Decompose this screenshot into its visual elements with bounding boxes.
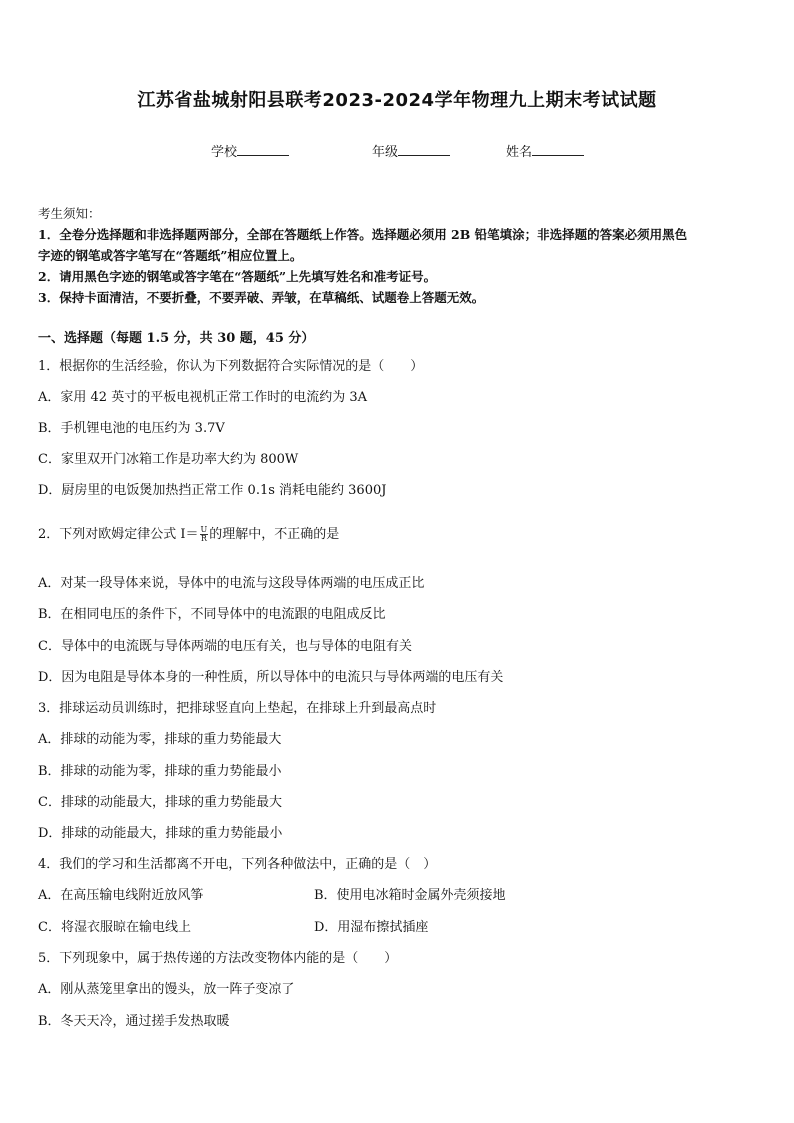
school-blank bbox=[237, 143, 289, 156]
q2-stem-after: 的理解中，不正确的是 bbox=[209, 527, 340, 542]
q4-options-row-2 bbox=[38, 916, 429, 935]
q5-option-a: A．刚从蒸笼里拿出的馒头，放一阵子变凉了 bbox=[38, 982, 295, 997]
q1-option-d: D．厨房里的电饭煲加热挡正常工作 0.1s 消耗电能约 3600J bbox=[38, 483, 387, 498]
grade-field bbox=[372, 141, 450, 160]
q5-option-b: B．冬天天冷，通过搓手发热取暖 bbox=[38, 1014, 230, 1029]
q4-option-b: B．使用电冰箱时金属外壳须接地 bbox=[314, 888, 506, 903]
q2-option-a: A．对某一段导体来说，导体中的电流与这段导体两端的电压成正比 bbox=[38, 576, 425, 591]
page-title: 江苏省盐城射阳县联考2023-2024学年物理九上期末考试试题 bbox=[137, 90, 657, 111]
q1-stem: 1．根据你的生活经验，你认为下列数据符合实际情况的是（ ） bbox=[38, 359, 424, 374]
school-label: 学校 bbox=[211, 145, 238, 160]
school-field bbox=[211, 141, 289, 160]
q1-option-b: B．手机锂电池的电压约为 3.7V bbox=[38, 421, 225, 436]
q2-option-d: D．因为电阻是导体本身的一种性质，所以导体中的电流只与导体两端的电压有关 bbox=[38, 670, 504, 685]
notice-item-1: 1．全卷分选择题和非选择题两部分，全部在答题纸上作答。选择题必须用 2B 铅笔填涂；非选择题的答案必须用黑色 bbox=[38, 227, 688, 242]
fraction-numerator: U bbox=[200, 525, 208, 534]
section-title: 一、选择题（每题 1.5 分，共 30 题，45 分） bbox=[38, 331, 315, 346]
grade-label: 年级 bbox=[372, 145, 399, 160]
q1-option-c: C．家里双开门冰箱工作是功率大约为 800W bbox=[38, 452, 299, 467]
q3-option-d: D．排球的动能最大，排球的重力势能最小 bbox=[38, 826, 283, 841]
q4-options-row-1 bbox=[38, 884, 506, 903]
q2-stem-before: 2．下列对欧姆定律公式 I＝ bbox=[38, 527, 199, 542]
name-blank bbox=[532, 143, 584, 156]
ohm-law-fraction bbox=[200, 526, 209, 543]
q4-option-a: A．在高压输电线附近放风筝 bbox=[38, 888, 204, 903]
q2-option-b: B．在相同电压的条件下，不同导体中的电流跟的电阻成反比 bbox=[38, 607, 386, 622]
name-label: 姓名 bbox=[506, 145, 533, 160]
q2-stem bbox=[38, 523, 339, 543]
q4-option-d: D．用湿布擦拭插座 bbox=[314, 920, 429, 935]
fraction-denominator: R bbox=[200, 534, 207, 543]
name-field bbox=[506, 141, 584, 160]
q3-stem: 3．排球运动员训练时，把排球竖直向上垫起，在排球上升到最高点时 bbox=[38, 701, 437, 716]
notice-heading: 考生须知： bbox=[38, 206, 101, 221]
q1-option-a: A．家用 42 英寸的平板电视机正常工作时的电流约为 3A bbox=[38, 390, 367, 405]
grade-blank bbox=[398, 143, 450, 156]
q3-option-c: C．排球的动能最大，排球的重力势能最大 bbox=[38, 795, 282, 810]
q3-option-b: B．排球的动能为零，排球的重力势能最小 bbox=[38, 764, 282, 779]
q5-stem: 5．下列现象中，属于热传递的方法改变物体内能的是（ ） bbox=[38, 951, 398, 966]
q2-option-c: C．导体中的电流既与导体两端的电压有关，也与导体的电阻有关 bbox=[38, 639, 412, 654]
notice-item-1-cont: 字迹的钢笔或答字笔写在“答题纸”相应位置上。 bbox=[38, 248, 303, 263]
q3-option-a: A．排球的动能为零，排球的重力势能最大 bbox=[38, 732, 282, 747]
exam-notice bbox=[38, 203, 760, 308]
q4-stem: 4．我们的学习和生活都离不开电，下列各种做法中，正确的是（ ） bbox=[38, 857, 437, 872]
notice-item-3: 3．保持卡面清洁，不要折叠，不要弄破、弄皱，在草稿纸、试题卷上答题无效。 bbox=[38, 290, 485, 305]
notice-item-2: 2．请用黑色字迹的钢笔或答字笔在“答题纸”上先填写姓名和准考证号。 bbox=[38, 269, 437, 284]
q4-option-c: C．将湿衣服晾在输电线上 bbox=[38, 920, 191, 935]
